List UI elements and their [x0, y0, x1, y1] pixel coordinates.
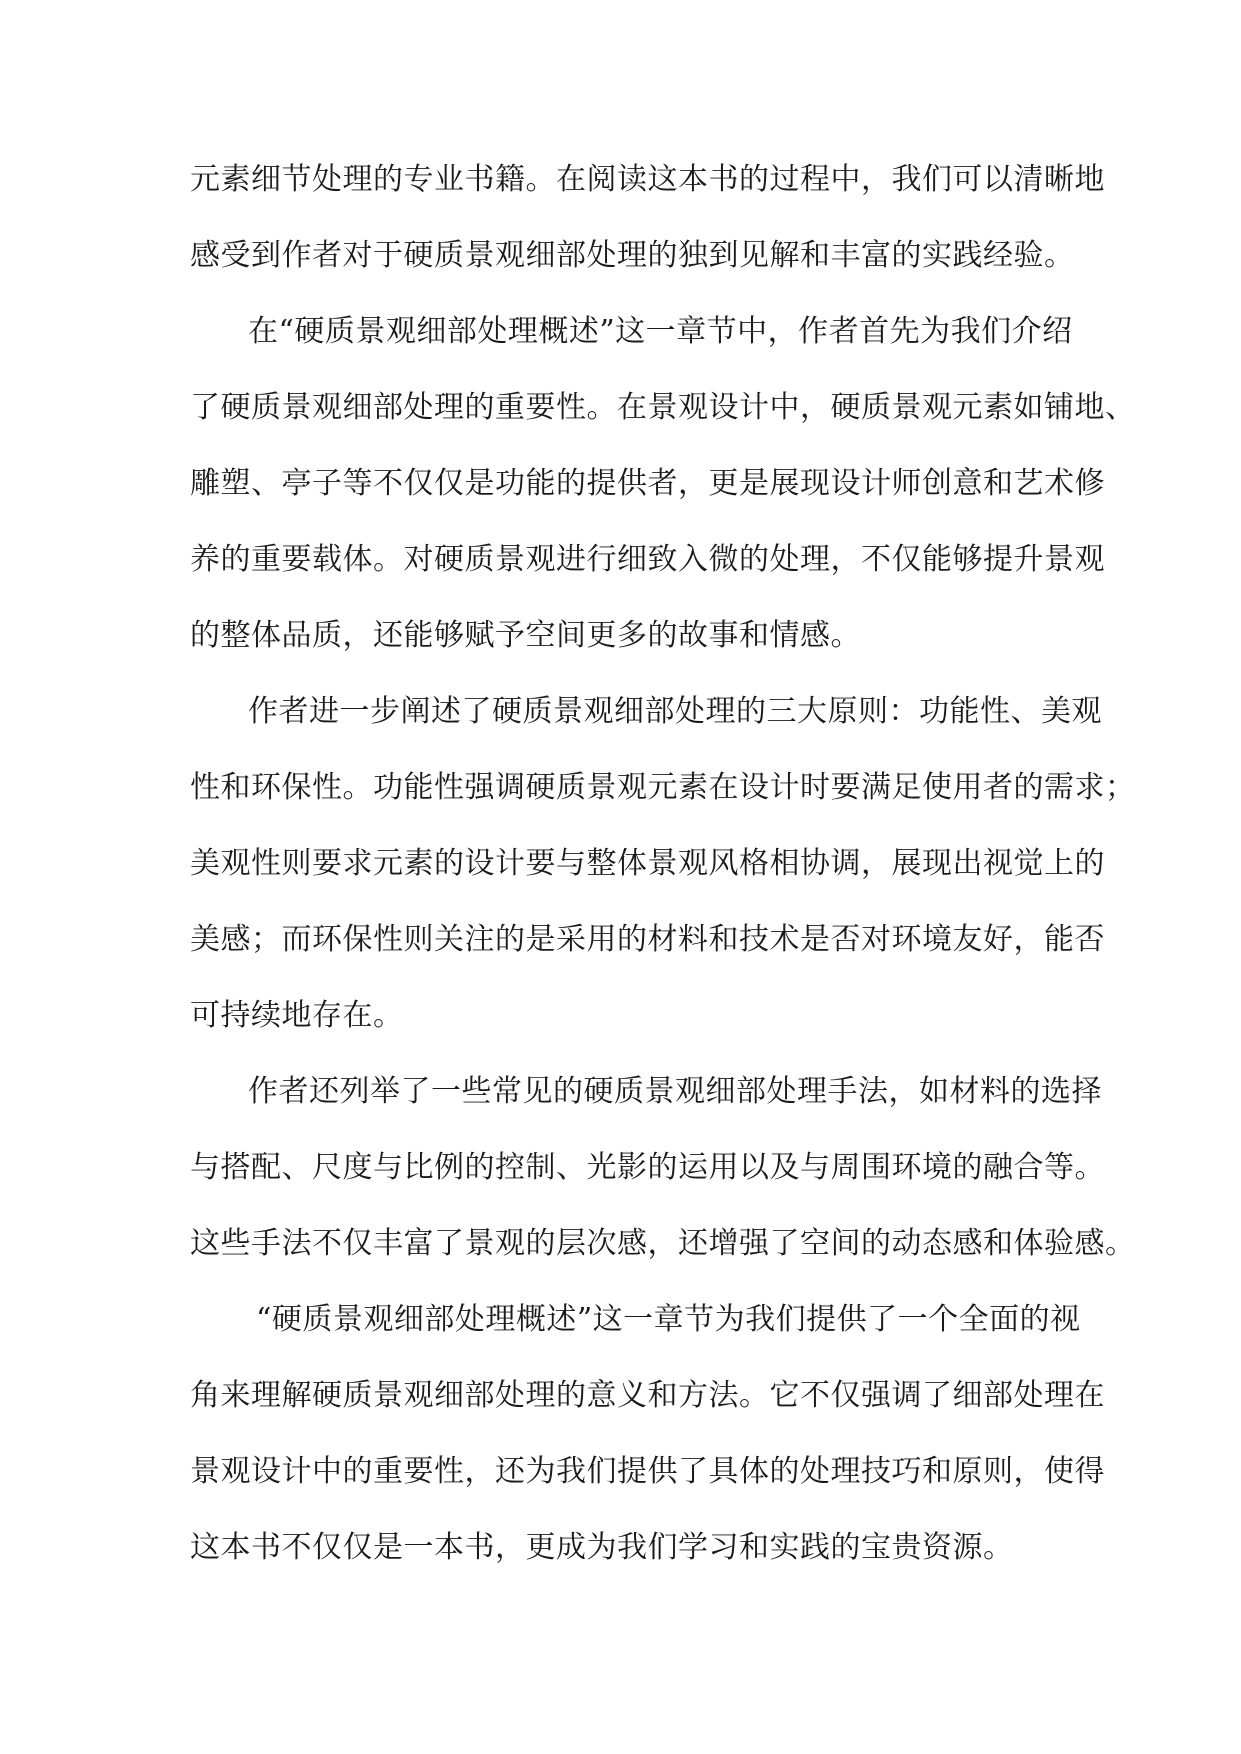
- text-line: 与搭配、尺度与比例的控制、光影的运用以及与周围环境的融合等。: [190, 1150, 1105, 1185]
- text-line: 这些手法不仅丰富了景观的层次感，还增强了空间的动态感和体验感。: [190, 1226, 1136, 1261]
- text-line: 性和环保性。功能性强调硬质景观元素在设计时要满足使用者的需求；: [190, 770, 1136, 805]
- text-line: 的整体品质，还能够赋予空间更多的故事和情感。: [190, 618, 861, 653]
- text-line: 可持续地存在。: [190, 998, 404, 1033]
- text-line: 美感；而环保性则关注的是采用的材料和技术是否对环境友好，能否: [190, 922, 1105, 957]
- text-line: 美观性则要求元素的设计要与整体景观风格相协调，展现出视觉上的: [190, 846, 1105, 881]
- text-line: 元素细节处理的专业书籍。在阅读这本书的过程中，我们可以清晰地: [190, 162, 1105, 197]
- text-line: 作者进一步阐述了硬质景观细部处理的三大原则：功能性、美观: [248, 694, 1102, 729]
- text-line: “硬质景观细部处理概述”这一章节为我们提供了一个全面的视: [256, 1302, 1081, 1337]
- text-line: 作者还列举了一些常见的硬质景观细部处理手法，如材料的选择: [248, 1074, 1102, 1109]
- text-line: 景观设计中的重要性，还为我们提供了具体的处理技巧和原则，使得: [190, 1454, 1105, 1489]
- text-line: 这本书不仅仅是一本书，更成为我们学习和实践的宝贵资源。: [190, 1530, 1014, 1565]
- text-line: 角来理解硬质景观细部处理的意义和方法。它不仅强调了细部处理在: [190, 1378, 1105, 1413]
- text-line: 雕塑、亭子等不仅仅是功能的提供者，更是展现设计师创意和艺术修: [190, 466, 1105, 501]
- body-text: [190, 142, 1136, 1586]
- text-line: 感受到作者对于硬质景观细部处理的独到见解和丰富的实践经验。: [190, 238, 1075, 273]
- text-line: 养的重要载体。对硬质景观进行细致入微的处理，不仅能够提升景观: [190, 542, 1105, 577]
- text-line: 在“硬质景观细部处理概述”这一章节中，作者首先为我们介绍: [248, 314, 1073, 349]
- text-line: 了硬质景观细部处理的重要性。在景观设计中，硬质景观元素如铺地、: [190, 390, 1136, 425]
